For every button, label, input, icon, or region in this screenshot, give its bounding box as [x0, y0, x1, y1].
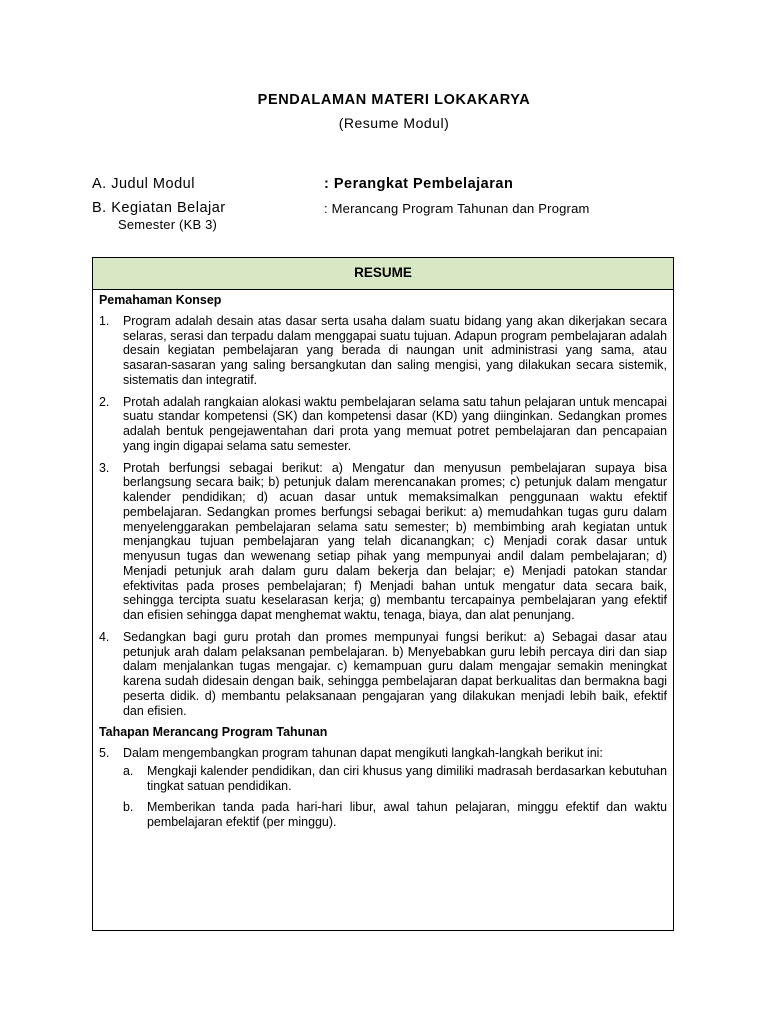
list-item-text: Protah berfungsi sebagai berikut: a) Mengatur dan menyusun pembelajaran supaya bisa berlangsung secara baik; b) petunjuk dalam merencanakan promes; c) petunjuk dalam mengatur kalender pendidikan; d) acuan dasar untuk memaksimalkan penggunaan waktu efektif pembelajaran. Sedangkan promes berfungsi sebagai berikut: a) memudahkan tugas guru dalam menyelenggarakan pembelajaran selama satu semester; b) membimbing arah kegiatan untuk menjangkau tujuan pembelajaran yang telah dicanangkan; c) Menjadi corak dasar untuk menyusun tugas dan wewenang setiap pihak yang mempunyai andil dalam pembelajaran; d) Menjadi petunjuk arah dalam guru dalam bekerja dan belajar; e) Menjadi patokan standar efektivitas pada proses pembelajaran; f) Menjadi bahan untuk mengatur data secara baik, sehingga tercipta suatu keselarasan kerja; g) membantu tercapainya pembelajaran yang efektif dan efisien sehingga dapat menghemat waktu, tenaga, biaya, dan alat penunjang.: [123, 460, 667, 622]
sub-list-item-letter: b.: [123, 800, 134, 815]
document-subtitle: (Resume Modul): [338, 115, 450, 131]
module-title-label: A. Judul Modul: [92, 176, 195, 192]
list-item-number: 4.: [99, 629, 110, 644]
sub-list-item: [123, 764, 667, 794]
list-item-number: 3.: [99, 460, 110, 475]
section-heading-annual-program: Tahapan Merancang Program Tahunan: [99, 725, 328, 740]
resume-body: [93, 290, 673, 837]
sub-list-item-text: Memberikan tanda pada hari-hari libur, awal tahun pelajaran, minggu efektif dan waktu pembelajaran efektif (per minggu).: [147, 800, 667, 829]
list-item-number: 1.: [99, 313, 110, 328]
list-item-text: Program adalah desain atas dasar serta usaha dalam suatu bidang yang akan dikerjakan secara selaras, serasi dan terpadu dalam menggapai suatu tujuan. Adapun program pembelajaran adalah desain kegiatan pembelajaran yang berada di naungan unit administrasi yang sama, atau sasaran-sasaran yang saling bersangkutan dan saling mengisi, yang dilakukan secara sistemik, sistematis dan integratif.: [123, 313, 667, 387]
sub-list-item: [123, 800, 667, 830]
resume-box: [92, 257, 674, 931]
module-title-value: : Perangkat Pembelajaran: [324, 176, 514, 192]
list-item-number: 2.: [99, 394, 110, 409]
sub-list-item-letter: a.: [123, 763, 134, 778]
learning-activity-continuation: Semester (KB 3): [118, 217, 218, 232]
list-item-number: 5.: [99, 746, 110, 760]
list-item-text: Sedangkan bagi guru protah dan promes mempunyai fungsi berikut: a) Sebagai dasar atau petunjuk arah dalam pelaksanan pembelajaran. b) Menyebabkan guru lebih percaya diri dan siap dalam menjalankan tugas mengajar. c) kemampuan guru dalam mengajar semakin meningkat karena sudah didesain dengan baik, sehingga pembelajaran dapat berkualitas dan bermakna bagi peserta didik. d) membantu pelaksanaan pengajaran yang dilakukan menjadi lebih baik, efektif dan efisien.: [123, 629, 667, 718]
resume-heading: RESUME: [93, 258, 673, 290]
sub-list-item-text: Mengkaji kalender pendidikan, dan ciri khusus yang dimiliki madrasah berdasarkan kebutuhan tingkat satuan pendidikan.: [147, 763, 667, 793]
list-item: [99, 314, 667, 388]
learning-activity-value: : Merancang Program Tahunan dan Program: [324, 201, 590, 216]
learning-activity-label: B. Kegiatan Belajar: [92, 200, 226, 216]
list-item-content: [123, 746, 667, 837]
list-item-text: Dalam mengembangkan program tahunan dapat mengikuti langkah-langkah berikut ini:: [123, 746, 603, 760]
list-item: [99, 461, 667, 623]
list-item: [99, 395, 667, 454]
list-item: [99, 746, 667, 837]
list-item: [99, 630, 667, 719]
list-item-text: Protah adalah rangkaian alokasi waktu pembelajaran selama satu tahun pelajaran untuk mencapai suatu standar kompetensi (SK) dan kompetensi dasar (KD) yang diinginkan. Sedangkan promes adalah bentuk pengejawentahan dari prota yang memuat potret pembelajaran dan pencapaian yang ingin digapai selama satu semester.: [123, 394, 667, 453]
section-heading-concept: Pemahaman Konsep: [99, 293, 222, 307]
document-title: PENDALAMAN MATERI LOKAKARYA: [257, 92, 531, 108]
